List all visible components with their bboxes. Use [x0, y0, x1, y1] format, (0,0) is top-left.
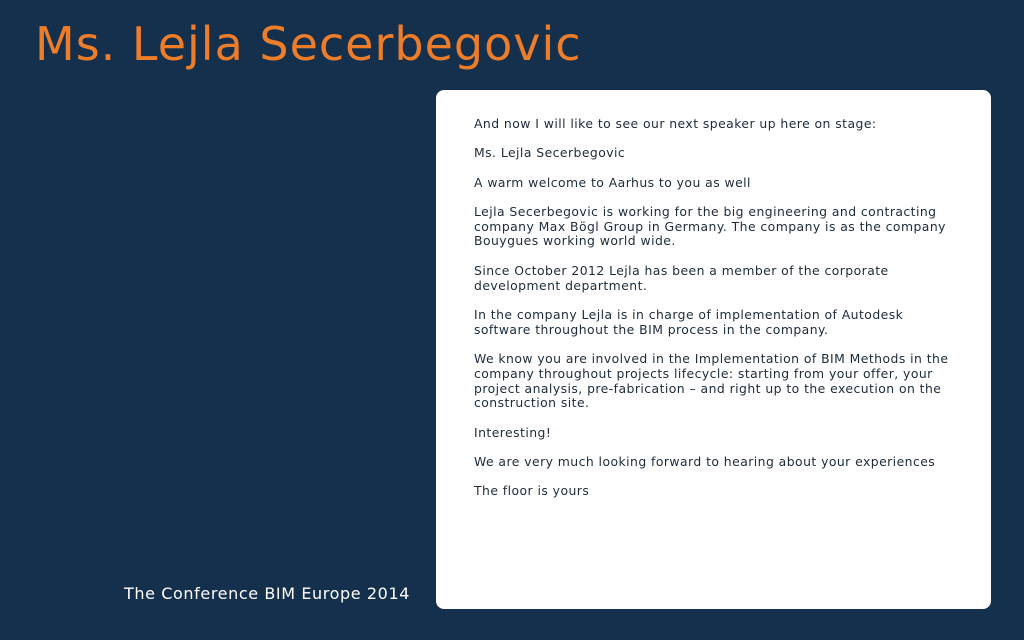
notes-paragraph-bim-methods: We know you are involved in the Implementation of BIM Methods in the company throughout projects lifecycle: starting from your offer, your project analysis, pre-fabrication – and right up to the execution on the construction site.	[474, 350, 949, 411]
notes-paragraph-intro: And now I will like to see our next speaker up here on stage:	[474, 116, 877, 131]
speaker-notes-panel	[436, 90, 991, 609]
conference-footer: The Conference BIM Europe 2014	[124, 584, 411, 603]
notes-paragraph-floor: The floor is yours	[474, 483, 590, 499]
notes-paragraph-department: Since October 2012 Lejla has been a member of the corporate development department.	[474, 262, 889, 293]
notes-paragraph-role: In the company Lejla is in charge of implementation of Autodesk software throughout the BIM process in the company.	[474, 306, 904, 337]
notes-paragraph-employer: Lejla Secerbegovic is working for the big engineering and contracting company Max Bögl Group in Germany. The company is as the company Bouygues working world wide.	[474, 203, 946, 249]
notes-paragraph-welcome: A warm welcome to Aarhus to you as well	[474, 174, 751, 190]
notes-paragraph-interesting: Interesting!	[474, 424, 552, 440]
notes-paragraph-looking-forward: We are very much looking forward to hearing about your experiences	[474, 453, 936, 469]
notes-paragraph-speaker-name: Ms. Lejla Secerbegovic	[474, 145, 626, 161]
slide-title: Ms. Lejla Secerbegovic	[35, 17, 582, 71]
